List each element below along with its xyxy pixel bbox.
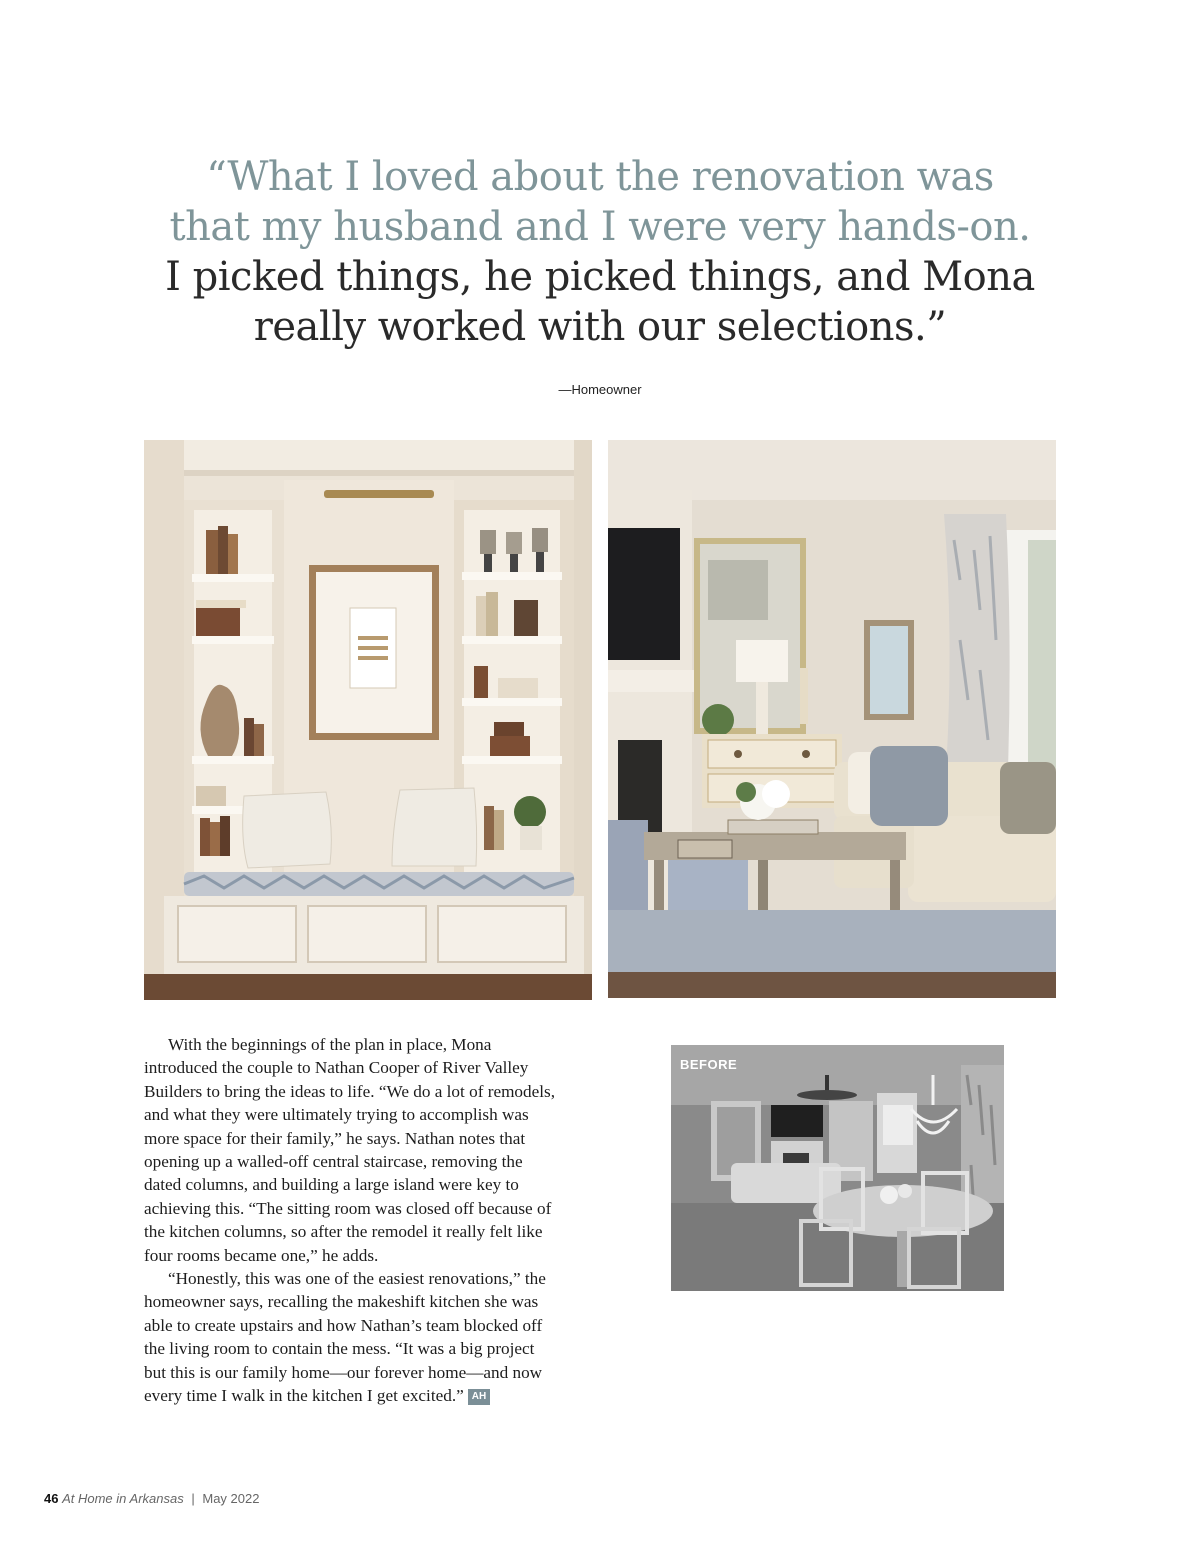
article-line: introduced the couple to Nathan Cooper of River Valley <box>144 1058 529 1078</box>
page-footer <box>44 1491 259 1506</box>
end-mark-badge: AH <box>468 1389 490 1405</box>
article-line: the kitchen columns, so after the remodel it really felt like <box>144 1222 543 1242</box>
page-number: 46 <box>44 1491 59 1506</box>
issue-date: May 2022 <box>202 1491 260 1506</box>
pull-quote-line-3: I picked things, he picked things, and Mona <box>165 254 1035 300</box>
magazine-title: At Home in Arkansas <box>62 1491 184 1506</box>
article-line: opening up a walled-off central staircase, removing the <box>144 1152 523 1172</box>
pull-quote <box>100 152 1100 352</box>
living-room-photo <box>608 440 1056 998</box>
article-line: every time I walk in the kitchen I get excited.” <box>144 1386 464 1406</box>
before-label: BEFORE <box>680 1057 738 1072</box>
bookshelf-window-seat-photo <box>144 440 592 1000</box>
article-line: With the beginnings of the plan in place, Mona <box>168 1035 492 1054</box>
article-line: dated columns, and building a large island were key to <box>144 1175 519 1195</box>
pull-quote-line-1: “What I loved about the renovation was <box>206 154 994 200</box>
pull-quote-line-2: that my husband and I were very hands-on. <box>169 204 1031 250</box>
article-line: able to create upstairs and how Nathan’s team blocked off <box>144 1315 543 1335</box>
article-line: the living room to contain the mess. “It was a big project <box>144 1339 535 1359</box>
article-line: “Honestly, this was one of the easiest renovations,” the <box>168 1269 546 1289</box>
article-line: more space for their family,” he says. Nathan notes that <box>144 1128 526 1148</box>
article-line: homeowner says, recalling the makeshift kitchen she was <box>144 1292 539 1312</box>
article-line: and what they were ultimately trying to accomplish was <box>144 1105 529 1125</box>
article-line: but this is our family home—our forever home—and now <box>144 1362 543 1382</box>
pull-quote-line-4: really worked with our selections.” <box>253 304 947 350</box>
quote-attribution: —Homeowner <box>558 382 642 397</box>
article-line: achieving this. “The sitting room was closed off because of <box>144 1198 552 1218</box>
article-last-line <box>144 1384 614 1407</box>
article-line: Builders to bring the ideas to life. “We do a lot of remodels, <box>144 1081 556 1101</box>
article-body <box>144 1033 614 1408</box>
footer-separator: | <box>191 1491 195 1506</box>
article-line: four rooms became one,” he adds. <box>144 1245 379 1265</box>
before-kitchen-photo <box>671 1045 1004 1291</box>
